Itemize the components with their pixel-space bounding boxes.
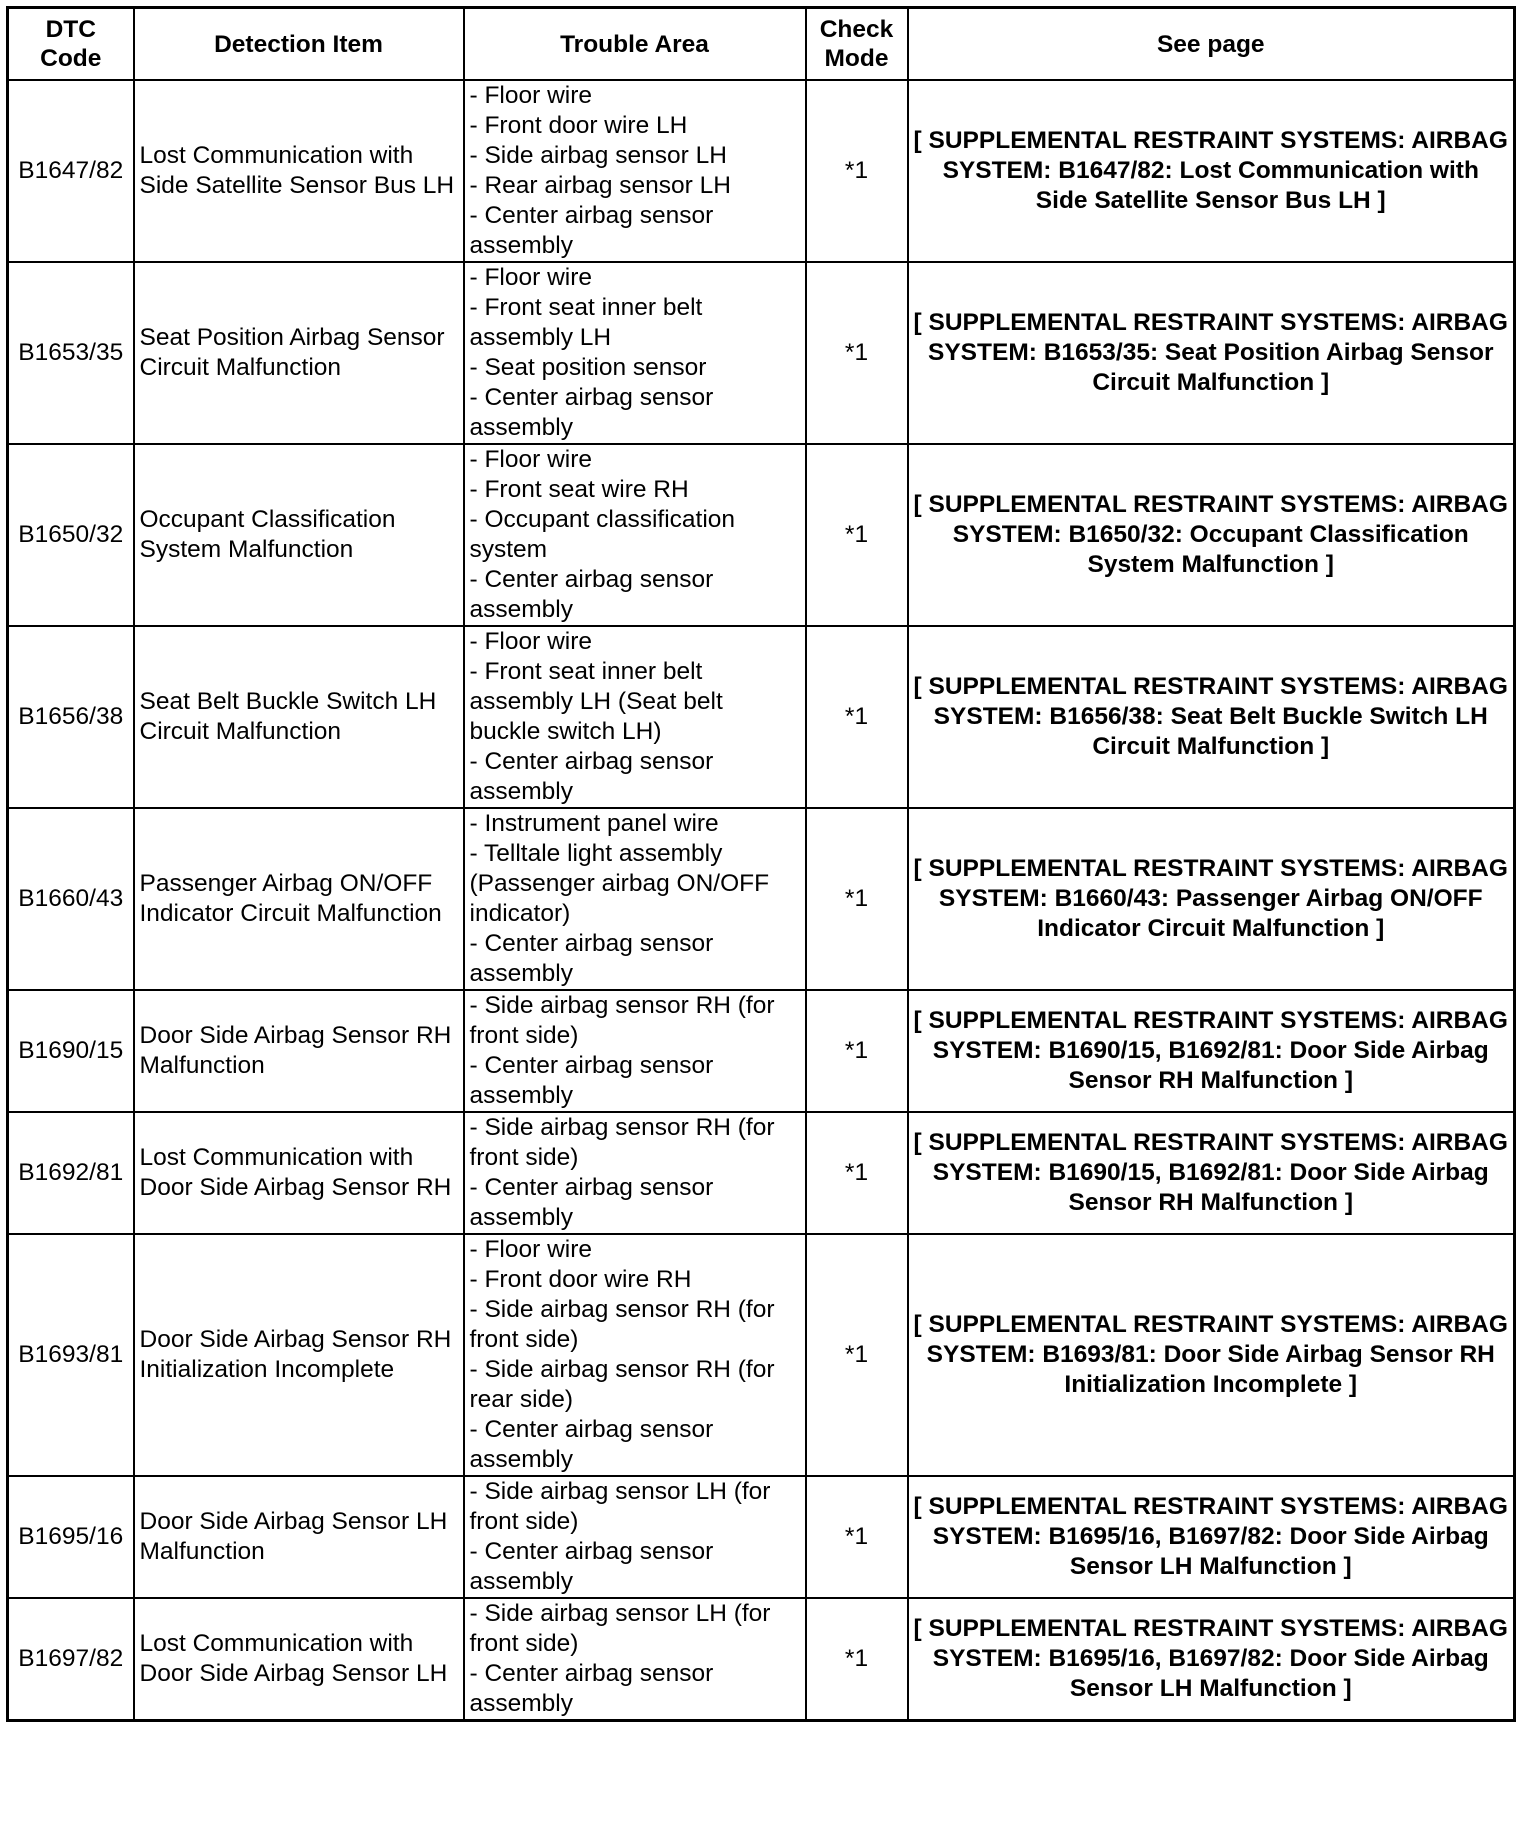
check-mode-cell: *1 (806, 808, 908, 990)
trouble-area-line: - Center airbag sensor assembly (469, 1660, 714, 1717)
see-page-cell (908, 80, 1515, 262)
check-mode-cell: *1 (806, 990, 908, 1112)
table-row (8, 808, 1515, 990)
trouble-area-cell (464, 1476, 806, 1598)
see-page-cell (908, 444, 1515, 626)
header-dtc-code (8, 8, 134, 81)
see-page-link[interactable]: [ SUPPLEMENTAL RESTRAINT SYSTEMS: AIRBAG SYSTEM: B1690/15, B1692/81: Door Side Airbag Sensor RH Malfunction ] (913, 1007, 1508, 1094)
trouble-area-cell (464, 444, 806, 626)
trouble-area-line: - Side airbag sensor RH (for front side) (469, 992, 775, 1049)
detection-item-cell: Lost Communication with Side Satellite Sensor Bus LH (134, 80, 464, 262)
trouble-area-line: - Side airbag sensor LH (for front side) (469, 1478, 771, 1535)
detection-item-cell: Door Side Airbag Sensor LH Malfunction (134, 1476, 464, 1598)
trouble-area-line: - Center airbag sensor assembly (469, 1538, 714, 1595)
check-mode-cell: *1 (806, 1234, 908, 1476)
trouble-area-line: - Side airbag sensor RH (for rear side) (469, 1356, 775, 1413)
trouble-area-cell (464, 80, 806, 262)
trouble-area-line: - Floor wire (469, 264, 593, 291)
trouble-area-line: - Instrument panel wire (469, 810, 719, 837)
see-page-cell (908, 1234, 1515, 1476)
header-row (8, 8, 1515, 81)
trouble-area-line: - Floor wire (469, 628, 593, 655)
trouble-area-line: - Center airbag sensor assembly (469, 1174, 714, 1231)
table-header (8, 8, 1515, 81)
check-mode-cell: *1 (806, 80, 908, 262)
detection-item-cell: Lost Communication with Door Side Airbag Sensor LH (134, 1598, 464, 1721)
see-page-cell (908, 1476, 1515, 1598)
see-page-link[interactable]: [ SUPPLEMENTAL RESTRAINT SYSTEMS: AIRBAG SYSTEM: B1650/32: Occupant Classification System Malfunction ] (913, 491, 1508, 578)
header-check-mode-line1: Check (819, 16, 894, 43)
header-detection-item: Detection Item (134, 8, 464, 81)
trouble-area-line: - Side airbag sensor RH (for front side) (469, 1114, 775, 1171)
dtc-code-cell: B1693/81 (8, 1234, 134, 1476)
trouble-area-line: - Floor wire (469, 1236, 593, 1263)
see-page-link[interactable]: [ SUPPLEMENTAL RESTRAINT SYSTEMS: AIRBAG SYSTEM: B1695/16, B1697/82: Door Side Airbag Sensor LH Malfunction ] (913, 1615, 1508, 1702)
trouble-area-line: - Center airbag sensor assembly (469, 566, 714, 623)
table-body (8, 80, 1515, 1721)
trouble-area-line: - Front seat wire RH (469, 476, 689, 503)
dtc-code-cell: B1692/81 (8, 1112, 134, 1234)
see-page-cell (908, 262, 1515, 444)
detection-item-cell: Seat Belt Buckle Switch LH Circuit Malfunction (134, 626, 464, 808)
see-page-link[interactable]: [ SUPPLEMENTAL RESTRAINT SYSTEMS: AIRBAG SYSTEM: B1660/43: Passenger Airbag ON/OFF Indicator Circuit Malfunction ] (913, 855, 1508, 942)
dtc-code-cell: B1660/43 (8, 808, 134, 990)
header-dtc-code-line2: Code (40, 45, 102, 72)
trouble-area-line: - Side airbag sensor LH (for front side) (469, 1600, 771, 1657)
table-row (8, 990, 1515, 1112)
trouble-area-cell (464, 262, 806, 444)
trouble-area-line: - Center airbag sensor assembly (469, 930, 714, 987)
check-mode-cell: *1 (806, 1476, 908, 1598)
see-page-cell (908, 808, 1515, 990)
detection-item-cell: Lost Communication with Door Side Airbag Sensor RH (134, 1112, 464, 1234)
trouble-area-cell (464, 1234, 806, 1476)
see-page-link[interactable]: [ SUPPLEMENTAL RESTRAINT SYSTEMS: AIRBAG SYSTEM: B1690/15, B1692/81: Door Side Airbag Sensor RH Malfunction ] (913, 1129, 1508, 1216)
check-mode-cell: *1 (806, 262, 908, 444)
check-mode-cell: *1 (806, 444, 908, 626)
see-page-link[interactable]: [ SUPPLEMENTAL RESTRAINT SYSTEMS: AIRBAG SYSTEM: B1695/16, B1697/82: Door Side Airbag Sensor LH Malfunction ] (913, 1493, 1508, 1580)
trouble-area-line: - Telltale light assembly (Passenger airbag ON/OFF indicator) (469, 840, 770, 927)
trouble-area-line: - Center airbag sensor assembly (469, 384, 714, 441)
see-page-cell (908, 1112, 1515, 1234)
trouble-area-line: - Front door wire LH (469, 112, 688, 139)
detection-item-cell: Seat Position Airbag Sensor Circuit Malfunction (134, 262, 464, 444)
trouble-area-line: - Floor wire (469, 446, 593, 473)
table-row (8, 262, 1515, 444)
trouble-area-line: - Center airbag sensor assembly (469, 202, 714, 259)
table-row (8, 80, 1515, 262)
see-page-link[interactable]: [ SUPPLEMENTAL RESTRAINT SYSTEMS: AIRBAG SYSTEM: B1647/82: Lost Communication with Side Satellite Sensor Bus LH ] (913, 127, 1508, 214)
dtc-code-cell: B1647/82 (8, 80, 134, 262)
dtc-table (6, 6, 1516, 1722)
header-see-page: See page (908, 8, 1515, 81)
header-trouble-area: Trouble Area (464, 8, 806, 81)
see-page-cell (908, 1598, 1515, 1721)
detection-item-cell: Occupant Classification System Malfunction (134, 444, 464, 626)
trouble-area-cell (464, 1112, 806, 1234)
detection-item-cell: Door Side Airbag Sensor RH Malfunction (134, 990, 464, 1112)
trouble-area-line: - Center airbag sensor assembly (469, 1052, 714, 1109)
table-row (8, 1476, 1515, 1598)
trouble-area-cell (464, 626, 806, 808)
trouble-area-line: - Front seat inner belt assembly LH (469, 294, 703, 351)
trouble-area-cell (464, 990, 806, 1112)
trouble-area-cell (464, 1598, 806, 1721)
check-mode-cell: *1 (806, 626, 908, 808)
see-page-link[interactable]: [ SUPPLEMENTAL RESTRAINT SYSTEMS: AIRBAG SYSTEM: B1693/81: Door Side Airbag Sensor RH Initialization Incomplete ] (913, 1311, 1508, 1398)
check-mode-cell: *1 (806, 1598, 908, 1721)
table-row (8, 1598, 1515, 1721)
see-page-link[interactable]: [ SUPPLEMENTAL RESTRAINT SYSTEMS: AIRBAG SYSTEM: B1653/35: Seat Position Airbag Sensor Circuit Malfunction ] (913, 309, 1508, 396)
trouble-area-line: - Side airbag sensor RH (for front side) (469, 1296, 775, 1353)
table-row (8, 444, 1515, 626)
dtc-code-cell: B1697/82 (8, 1598, 134, 1721)
trouble-area-line: - Front door wire RH (469, 1266, 692, 1293)
table-row (8, 626, 1515, 808)
table-row (8, 1234, 1515, 1476)
trouble-area-line: - Rear airbag sensor LH (469, 172, 731, 199)
trouble-area-line: - Center airbag sensor assembly (469, 748, 714, 805)
table-row (8, 1112, 1515, 1234)
detection-item-cell: Passenger Airbag ON/OFF Indicator Circuit Malfunction (134, 808, 464, 990)
see-page-cell (908, 990, 1515, 1112)
header-check-mode-line2: Mode (824, 45, 889, 72)
see-page-cell (908, 626, 1515, 808)
trouble-area-line: - Side airbag sensor LH (469, 142, 727, 169)
dtc-code-cell: B1695/16 (8, 1476, 134, 1598)
trouble-area-line: - Center airbag sensor assembly (469, 1416, 714, 1473)
dtc-code-cell: B1656/38 (8, 626, 134, 808)
see-page-link[interactable]: [ SUPPLEMENTAL RESTRAINT SYSTEMS: AIRBAG SYSTEM: B1656/38: Seat Belt Buckle Switch LH Circuit Malfunction ] (913, 673, 1508, 760)
trouble-area-cell (464, 808, 806, 990)
header-dtc-code-line1: DTC (45, 16, 96, 43)
detection-item-cell: Door Side Airbag Sensor RH Initialization Incomplete (134, 1234, 464, 1476)
trouble-area-line: - Floor wire (469, 82, 593, 109)
check-mode-cell: *1 (806, 1112, 908, 1234)
dtc-code-cell: B1690/15 (8, 990, 134, 1112)
dtc-code-cell: B1650/32 (8, 444, 134, 626)
trouble-area-line: - Seat position sensor (469, 354, 707, 381)
trouble-area-line: - Occupant classification system (469, 506, 736, 563)
header-check-mode (806, 8, 908, 81)
dtc-code-cell: B1653/35 (8, 262, 134, 444)
trouble-area-line: - Front seat inner belt assembly LH (Seat belt buckle switch LH) (469, 658, 723, 745)
